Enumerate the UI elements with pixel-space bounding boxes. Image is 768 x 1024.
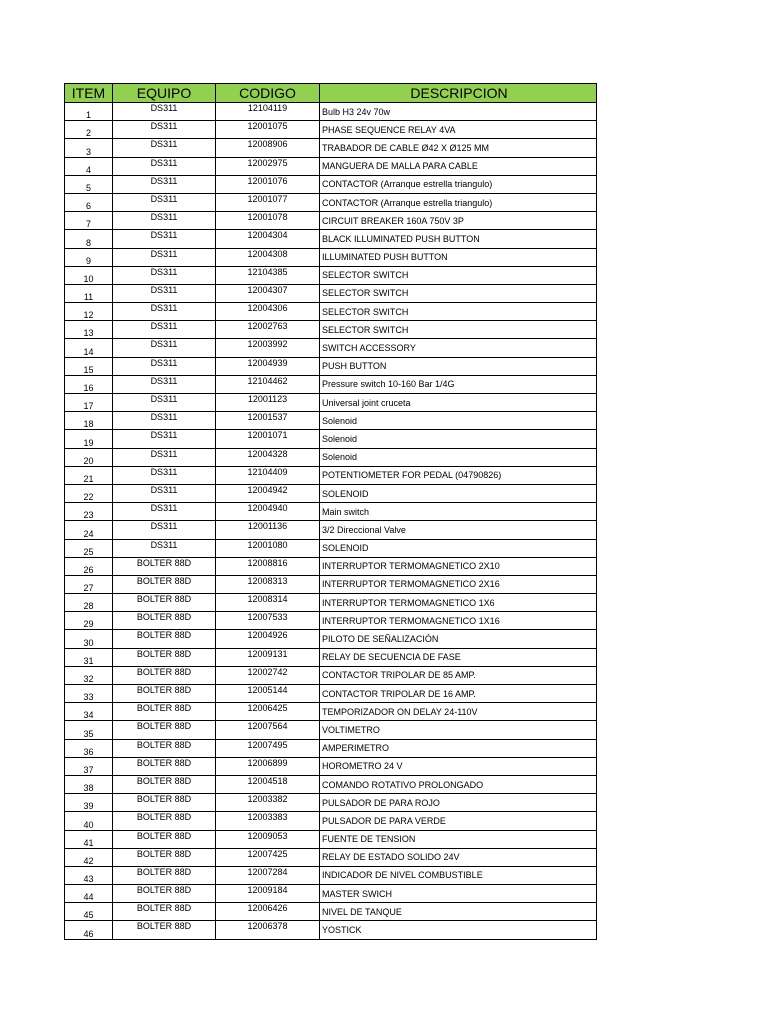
- table-row: [65, 703, 597, 721]
- cell-equipo: BOLTER 88D: [113, 812, 216, 830]
- cell-item: 42: [65, 848, 113, 866]
- header-row: [65, 84, 597, 103]
- cell-equipo: DS311: [113, 430, 216, 448]
- table-row: [65, 321, 597, 339]
- cell-item: 25: [65, 539, 113, 557]
- cell-descripcion: YOSTICK: [320, 921, 597, 939]
- cell-item: 22: [65, 484, 113, 502]
- cell-item: 15: [65, 357, 113, 375]
- cell-descripcion: CONTACTOR (Arranque estrella triangulo): [320, 193, 597, 211]
- cell-item: 1: [65, 103, 113, 121]
- cell-descripcion: RELAY DE SECUENCIA DE FASE: [320, 648, 597, 666]
- table-row: [65, 303, 597, 321]
- equipment-table: [64, 83, 597, 940]
- table-row: [65, 721, 597, 739]
- cell-equipo: BOLTER 88D: [113, 630, 216, 648]
- cell-equipo: BOLTER 88D: [113, 757, 216, 775]
- table-row: [65, 503, 597, 521]
- cell-codigo: 12004308: [216, 248, 320, 266]
- cell-item: 27: [65, 575, 113, 593]
- cell-item: 41: [65, 830, 113, 848]
- table-row: [65, 594, 597, 612]
- table-row: [65, 212, 597, 230]
- cell-descripcion: SELECTOR SWITCH: [320, 284, 597, 302]
- cell-descripcion: INTERRUPTOR TERMOMAGNETICO 1X6: [320, 594, 597, 612]
- cell-descripcion: SELECTOR SWITCH: [320, 321, 597, 339]
- table-row: [65, 248, 597, 266]
- cell-item: 44: [65, 885, 113, 903]
- cell-item: 21: [65, 466, 113, 484]
- cell-descripcion: PULSADOR DE PARA VERDE: [320, 812, 597, 830]
- cell-descripcion: SWITCH ACCESSORY: [320, 339, 597, 357]
- cell-equipo: BOLTER 88D: [113, 903, 216, 921]
- table-row: [65, 612, 597, 630]
- table-row: [65, 375, 597, 393]
- cell-descripcion: MASTER SWICH: [320, 885, 597, 903]
- cell-descripcion: SELECTOR SWITCH: [320, 266, 597, 284]
- cell-equipo: BOLTER 88D: [113, 866, 216, 884]
- cell-codigo: 12006899: [216, 757, 320, 775]
- cell-codigo: 12003382: [216, 794, 320, 812]
- cell-equipo: BOLTER 88D: [113, 594, 216, 612]
- cell-item: 5: [65, 175, 113, 193]
- header-equipo: EQUIPO: [113, 84, 216, 103]
- cell-descripcion: Universal joint cruceta: [320, 394, 597, 412]
- cell-codigo: 12004939: [216, 357, 320, 375]
- cell-item: 11: [65, 284, 113, 302]
- table-row: [65, 339, 597, 357]
- table-row: [65, 630, 597, 648]
- table-row: [65, 193, 597, 211]
- cell-equipo: BOLTER 88D: [113, 775, 216, 793]
- cell-codigo: 12004306: [216, 303, 320, 321]
- table-row: [65, 557, 597, 575]
- cell-descripcion: Solenoid: [320, 412, 597, 430]
- cell-codigo: 12004940: [216, 503, 320, 521]
- cell-codigo: 12001071: [216, 430, 320, 448]
- cell-descripcion: PULSADOR DE PARA ROJO: [320, 794, 597, 812]
- cell-codigo: 12104409: [216, 466, 320, 484]
- cell-item: 7: [65, 212, 113, 230]
- cell-descripcion: HOROMETRO 24 V: [320, 757, 597, 775]
- cell-item: 9: [65, 248, 113, 266]
- cell-equipo: BOLTER 88D: [113, 721, 216, 739]
- cell-item: 29: [65, 612, 113, 630]
- table-row: [65, 121, 597, 139]
- cell-codigo: 12001080: [216, 539, 320, 557]
- cell-codigo: 12009184: [216, 885, 320, 903]
- cell-descripcion: PUSH BUTTON: [320, 357, 597, 375]
- table-row: [65, 103, 597, 121]
- table-row: [65, 757, 597, 775]
- cell-equipo: DS311: [113, 521, 216, 539]
- cell-descripcion: PILOTO DE SEÑALIZACIÓN: [320, 630, 597, 648]
- table-row: [65, 175, 597, 193]
- cell-descripcion: VOLTIMETRO: [320, 721, 597, 739]
- cell-item: 31: [65, 648, 113, 666]
- cell-codigo: 12104462: [216, 375, 320, 393]
- cell-descripcion: Solenoid: [320, 430, 597, 448]
- cell-descripcion: FUENTE DE TENSION: [320, 830, 597, 848]
- cell-equipo: DS311: [113, 503, 216, 521]
- cell-equipo: DS311: [113, 175, 216, 193]
- cell-item: 20: [65, 448, 113, 466]
- cell-descripcion: TEMPORIZADOR ON DELAY 24-110V: [320, 703, 597, 721]
- cell-codigo: 12001537: [216, 412, 320, 430]
- cell-item: 17: [65, 394, 113, 412]
- cell-equipo: DS311: [113, 157, 216, 175]
- cell-descripcion: SOLENOID: [320, 539, 597, 557]
- cell-codigo: 12004942: [216, 484, 320, 502]
- cell-codigo: 12008314: [216, 594, 320, 612]
- table-row: [65, 539, 597, 557]
- cell-item: 34: [65, 703, 113, 721]
- table-row: [65, 448, 597, 466]
- cell-codigo: 12009131: [216, 648, 320, 666]
- cell-item: 8: [65, 230, 113, 248]
- table-body: [65, 103, 597, 940]
- cell-item: 24: [65, 521, 113, 539]
- table-row: [65, 775, 597, 793]
- table-row: [65, 521, 597, 539]
- cell-descripcion: AMPERIMETRO: [320, 739, 597, 757]
- cell-descripcion: CONTACTOR (Arranque estrella triangulo): [320, 175, 597, 193]
- cell-descripcion: Main switch: [320, 503, 597, 521]
- cell-equipo: DS311: [113, 339, 216, 357]
- cell-codigo: 12004328: [216, 448, 320, 466]
- table-row: [65, 866, 597, 884]
- cell-item: 38: [65, 775, 113, 793]
- cell-codigo: 12007564: [216, 721, 320, 739]
- cell-descripcion: 3/2 Direccional Valve: [320, 521, 597, 539]
- cell-equipo: DS311: [113, 266, 216, 284]
- cell-equipo: DS311: [113, 121, 216, 139]
- table-row: [65, 230, 597, 248]
- cell-descripcion: RELAY DE ESTADO SOLIDO 24V: [320, 848, 597, 866]
- cell-codigo: 12009053: [216, 830, 320, 848]
- header-codigo: CODIGO: [216, 84, 320, 103]
- cell-descripcion: COMANDO ROTATIVO PROLONGADO: [320, 775, 597, 793]
- cell-equipo: DS311: [113, 248, 216, 266]
- table-row: [65, 139, 597, 157]
- cell-item: 19: [65, 430, 113, 448]
- table-row: [65, 430, 597, 448]
- table-header: [65, 84, 597, 103]
- table-row: [65, 830, 597, 848]
- cell-descripcion: CIRCUIT BREAKER 160A 750V 3P: [320, 212, 597, 230]
- cell-equipo: BOLTER 88D: [113, 685, 216, 703]
- cell-item: 18: [65, 412, 113, 430]
- cell-equipo: BOLTER 88D: [113, 557, 216, 575]
- cell-codigo: 12003992: [216, 339, 320, 357]
- header-descripcion: DESCRIPCION: [320, 84, 597, 103]
- cell-item: 6: [65, 193, 113, 211]
- table-row: [65, 685, 597, 703]
- cell-codigo: 12008906: [216, 139, 320, 157]
- cell-equipo: DS311: [113, 284, 216, 302]
- cell-codigo: 12001076: [216, 175, 320, 193]
- cell-codigo: 12002763: [216, 321, 320, 339]
- cell-equipo: DS311: [113, 539, 216, 557]
- cell-item: 35: [65, 721, 113, 739]
- cell-descripcion: BLACK ILLUMINATED PUSH BUTTON: [320, 230, 597, 248]
- cell-codigo: 12002742: [216, 666, 320, 684]
- cell-item: 32: [65, 666, 113, 684]
- cell-descripcion: INTERRUPTOR TERMOMAGNETICO 1X16: [320, 612, 597, 630]
- table-row: [65, 921, 597, 939]
- table-row: [65, 885, 597, 903]
- table-row: [65, 484, 597, 502]
- cell-codigo: 12007533: [216, 612, 320, 630]
- cell-item: 37: [65, 757, 113, 775]
- table-row: [65, 794, 597, 812]
- cell-codigo: 12008816: [216, 557, 320, 575]
- cell-codigo: 12007425: [216, 848, 320, 866]
- cell-equipo: DS311: [113, 212, 216, 230]
- cell-equipo: DS311: [113, 230, 216, 248]
- cell-descripcion: SOLENOID: [320, 484, 597, 502]
- cell-equipo: DS311: [113, 466, 216, 484]
- table-row: [65, 284, 597, 302]
- cell-equipo: DS311: [113, 321, 216, 339]
- cell-equipo: DS311: [113, 394, 216, 412]
- cell-equipo: DS311: [113, 448, 216, 466]
- cell-item: 14: [65, 339, 113, 357]
- cell-equipo: BOLTER 88D: [113, 921, 216, 939]
- cell-item: 30: [65, 630, 113, 648]
- cell-codigo: 12004307: [216, 284, 320, 302]
- cell-item: 36: [65, 739, 113, 757]
- cell-equipo: DS311: [113, 412, 216, 430]
- cell-equipo: DS311: [113, 357, 216, 375]
- cell-equipo: BOLTER 88D: [113, 612, 216, 630]
- cell-codigo: 12006426: [216, 903, 320, 921]
- cell-descripcion: CONTACTOR TRIPOLAR DE 85 AMP.: [320, 666, 597, 684]
- table-row: [65, 266, 597, 284]
- cell-descripcion: ILLUMINATED PUSH BUTTON: [320, 248, 597, 266]
- cell-descripcion: SELECTOR SWITCH: [320, 303, 597, 321]
- cell-codigo: 12004926: [216, 630, 320, 648]
- table-row: [65, 394, 597, 412]
- cell-item: 40: [65, 812, 113, 830]
- cell-equipo: DS311: [113, 303, 216, 321]
- cell-descripcion: MANGUERA DE MALLA PARA CABLE: [320, 157, 597, 175]
- cell-descripcion: Pressure switch 10-160 Bar 1/4G: [320, 375, 597, 393]
- cell-item: 39: [65, 794, 113, 812]
- cell-codigo: 12006378: [216, 921, 320, 939]
- table-row: [65, 357, 597, 375]
- table-row: [65, 157, 597, 175]
- cell-codigo: 12007284: [216, 866, 320, 884]
- table-row: [65, 575, 597, 593]
- cell-equipo: BOLTER 88D: [113, 703, 216, 721]
- cell-descripcion: TRABADOR DE CABLE Ø42 X Ø125 MM: [320, 139, 597, 157]
- cell-descripcion: NIVEL DE TANQUE: [320, 903, 597, 921]
- cell-equipo: DS311: [113, 139, 216, 157]
- cell-equipo: DS311: [113, 193, 216, 211]
- cell-descripcion: Bulb H3 24v 70w: [320, 103, 597, 121]
- cell-descripcion: PHASE SEQUENCE RELAY 4VA: [320, 121, 597, 139]
- cell-item: 13: [65, 321, 113, 339]
- cell-equipo: DS311: [113, 484, 216, 502]
- cell-equipo: BOLTER 88D: [113, 848, 216, 866]
- cell-descripcion: INTERRUPTOR TERMOMAGNETICO 2X10: [320, 557, 597, 575]
- cell-equipo: DS311: [113, 375, 216, 393]
- cell-item: 4: [65, 157, 113, 175]
- cell-codigo: 12002975: [216, 157, 320, 175]
- cell-item: 12: [65, 303, 113, 321]
- table-row: [65, 412, 597, 430]
- cell-item: 45: [65, 903, 113, 921]
- cell-equipo: BOLTER 88D: [113, 648, 216, 666]
- cell-codigo: 12001123: [216, 394, 320, 412]
- cell-descripcion: INDICADOR DE NIVEL COMBUSTIBLE: [320, 866, 597, 884]
- cell-codigo: 12003383: [216, 812, 320, 830]
- cell-codigo: 12001136: [216, 521, 320, 539]
- table-row: [65, 739, 597, 757]
- table-row: [65, 648, 597, 666]
- cell-codigo: 12005144: [216, 685, 320, 703]
- cell-codigo: 12104385: [216, 266, 320, 284]
- cell-codigo: 12104119: [216, 103, 320, 121]
- cell-item: 28: [65, 594, 113, 612]
- cell-item: 2: [65, 121, 113, 139]
- cell-item: 43: [65, 866, 113, 884]
- cell-codigo: 12008313: [216, 575, 320, 593]
- cell-codigo: 12001078: [216, 212, 320, 230]
- cell-item: 33: [65, 685, 113, 703]
- table-row: [65, 466, 597, 484]
- cell-equipo: BOLTER 88D: [113, 739, 216, 757]
- cell-equipo: BOLTER 88D: [113, 575, 216, 593]
- cell-equipo: BOLTER 88D: [113, 794, 216, 812]
- cell-codigo: 12004518: [216, 775, 320, 793]
- cell-descripcion: POTENTIOMETER FOR PEDAL (04790826): [320, 466, 597, 484]
- cell-descripcion: Solenoid: [320, 448, 597, 466]
- table-row: [65, 812, 597, 830]
- cell-equipo: DS311: [113, 103, 216, 121]
- cell-equipo: BOLTER 88D: [113, 830, 216, 848]
- cell-item: 23: [65, 503, 113, 521]
- cell-codigo: 12004304: [216, 230, 320, 248]
- cell-item: 3: [65, 139, 113, 157]
- cell-item: 46: [65, 921, 113, 939]
- cell-codigo: 12007495: [216, 739, 320, 757]
- table-row: [65, 903, 597, 921]
- cell-codigo: 12006425: [216, 703, 320, 721]
- cell-descripcion: INTERRUPTOR TERMOMAGNETICO 2X16: [320, 575, 597, 593]
- cell-equipo: BOLTER 88D: [113, 666, 216, 684]
- table-row: [65, 666, 597, 684]
- cell-item: 26: [65, 557, 113, 575]
- cell-codigo: 12001077: [216, 193, 320, 211]
- table-row: [65, 848, 597, 866]
- cell-item: 16: [65, 375, 113, 393]
- cell-codigo: 12001075: [216, 121, 320, 139]
- header-item: ITEM: [65, 84, 113, 103]
- cell-descripcion: CONTACTOR TRIPOLAR DE 16 AMP.: [320, 685, 597, 703]
- cell-equipo: BOLTER 88D: [113, 885, 216, 903]
- cell-item: 10: [65, 266, 113, 284]
